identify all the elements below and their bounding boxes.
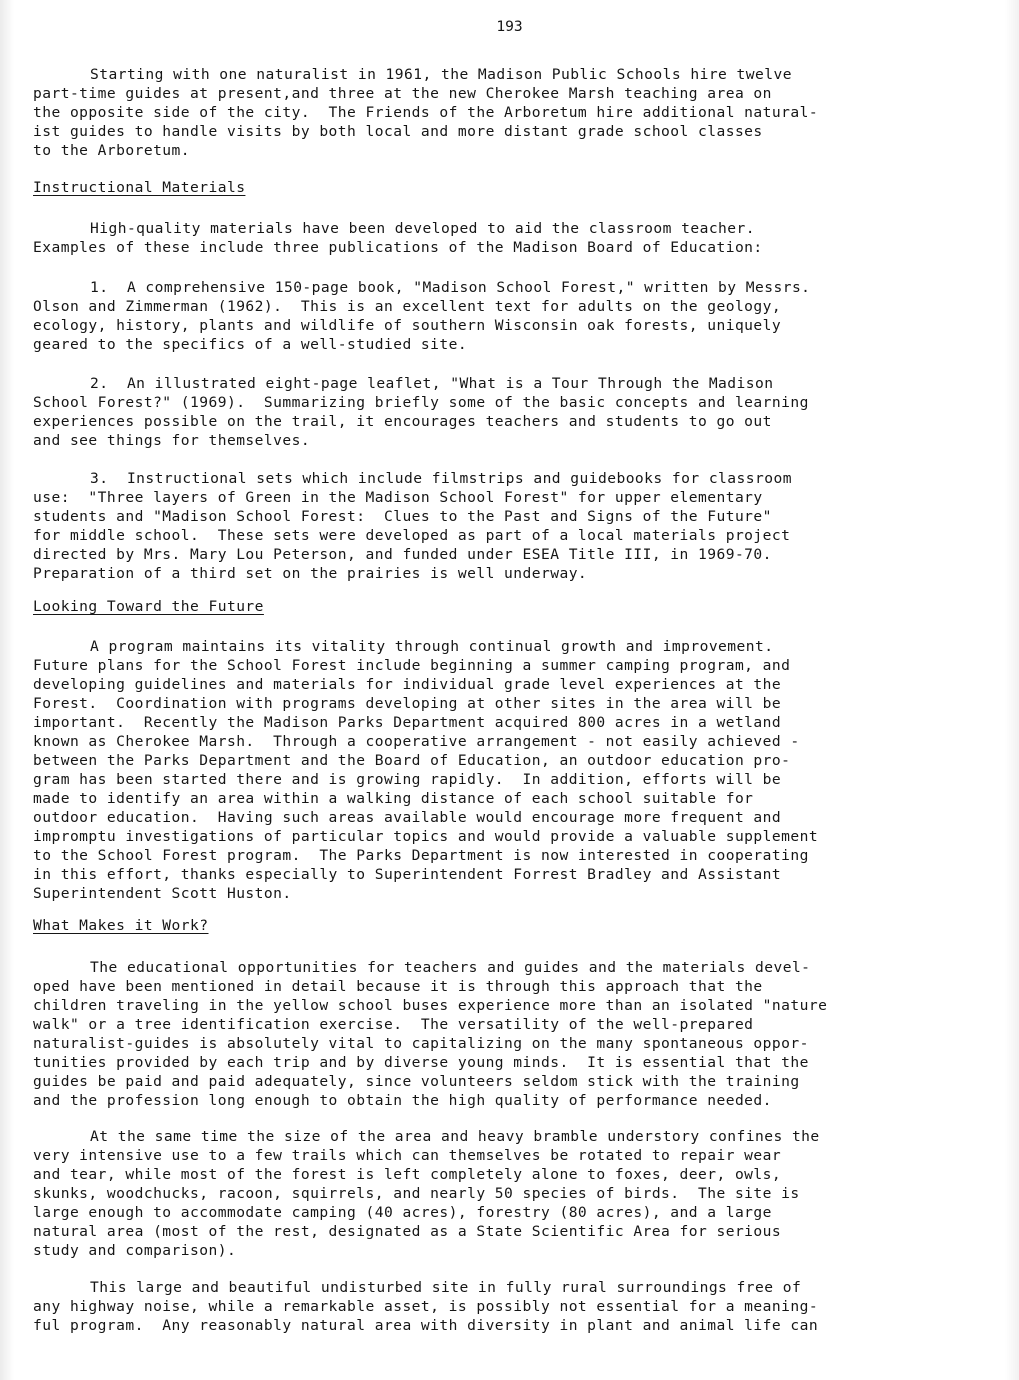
text-line: important. Recently the Madison Parks Department acquired 800 acres in a wetland <box>33 714 782 731</box>
text-line: to the Arboretum. <box>33 142 191 159</box>
list-item-text: Olson and Zimmerman (1962). This is an excellent text for adults on the geology, <box>33 298 782 315</box>
text-line: Superintendent Scott Huston. <box>33 885 292 902</box>
text-line: children traveling in the yellow school buses experience more than an isolated "nature <box>33 997 828 1014</box>
text-line: High-quality materials have been developed to aid the classroom teacher. <box>90 220 756 237</box>
text-line: large enough to accommodate camping (40 acres), forestry (80 acres), and a large <box>33 1204 772 1221</box>
text-line: ist guides to handle visits by both local and more distant grade school classes <box>33 123 763 140</box>
list-item-text: 1. A comprehensive 150-page book, "Madison School Forest," written by Messrs. <box>90 279 811 296</box>
text-line: impromptu investigations of particular topics and would provide a valuable supplement <box>33 828 819 845</box>
list-item-text: for middle school. These sets were developed as part of a local materials project <box>33 527 791 544</box>
list-item-text: Preparation of a third set on the prairies is well underway. <box>33 565 588 582</box>
text-line: to the School Forest program. The Parks Department is now interested in cooperating <box>33 847 809 864</box>
text-line: naturalist-guides is absolutely vital to capitalizing on the many spontaneous oppor- <box>33 1035 809 1052</box>
text-line: ful program. Any reasonably natural area with diversity in plant and animal life can <box>33 1317 819 1334</box>
text-line: gram has been started there and is growing rapidly. In addition, efforts will be <box>33 771 782 788</box>
text-line: and tear, while most of the forest is left completely alone to foxes, deer, owls, <box>33 1166 782 1183</box>
list-item-text: School Forest?" (1969). Summarizing briefly some of the basic concepts and learning <box>33 394 809 411</box>
list-item-text: 3. Instructional sets which include filmstrips and guidebooks for classroom <box>90 470 792 487</box>
text-line: Forest. Coordination with programs developing at other sites in the area will be <box>33 695 782 712</box>
text-line: Examples of these include three publications of the Madison Board of Education: <box>33 239 763 256</box>
text-line: known as Cherokee Marsh. Through a cooperative arrangement - not easily achieved - <box>33 733 800 750</box>
text-line: oped have been mentioned in detail because it is through this approach that the <box>33 978 763 995</box>
section-heading-looking-toward-future: Looking Toward the Future <box>33 598 264 615</box>
text-line: natural area (most of the rest, designated as a State Scientific Area for serious <box>33 1223 782 1240</box>
text-line: the opposite side of the city. The Friends of the Arboretum hire additional natural- <box>33 104 819 121</box>
text-line: Future plans for the School Forest include beginning a summer camping program, and <box>33 657 791 674</box>
text-line: any highway noise, while a remarkable asset, is possibly not essential for a meaning- <box>33 1298 819 1315</box>
section-heading-what-makes-it-work: What Makes it Work? <box>33 917 209 934</box>
text-line: tunities provided by each trip and by diverse young minds. It is essential that the <box>33 1054 809 1071</box>
text-line: part-time guides at present,and three at the new Cherokee Marsh teaching area on <box>33 85 772 102</box>
list-item-text: use: "Three layers of Green in the Madison School Forest" for upper elementary <box>33 489 763 506</box>
text-line: walk" or a tree identification exercise. The versatility of the well-prepared <box>33 1016 754 1033</box>
text-line: study and comparison). <box>33 1242 237 1259</box>
list-item-text: geared to the specifics of a well-studied site. <box>33 336 468 353</box>
list-item-text: and see things for themselves. <box>33 432 311 449</box>
text-line: This large and beautiful undisturbed site in fully rural surroundings free of <box>90 1279 802 1296</box>
list-item-text: students and "Madison School Forest: Clues to the Past and Signs of the Future" <box>33 508 772 525</box>
text-line: Starting with one naturalist in 1961, the Madison Public Schools hire twelve <box>90 66 792 83</box>
text-line: made to identify an area within a walking distance of each school suitable for <box>33 790 754 807</box>
section-heading-instructional-materials: Instructional Materials <box>33 179 246 196</box>
list-item-text: ecology, history, plants and wildlife of southern Wisconsin oak forests, uniquely <box>33 317 782 334</box>
text-line: A program maintains its vitality through continual growth and improvement. <box>90 638 774 655</box>
text-line: skunks, woodchucks, racoon, squirrels, and nearly 50 species of birds. The site is <box>33 1185 800 1202</box>
list-item-text: directed by Mrs. Mary Lou Peterson, and funded under ESEA Title III, in 1969-70. <box>33 546 772 563</box>
text-line: At the same time the size of the area and heavy bramble understory confines the <box>90 1128 820 1145</box>
text-line: The educational opportunities for teachers and guides and the materials devel- <box>90 959 811 976</box>
text-line: outdoor education. Having such areas available would encourage more frequent and <box>33 809 782 826</box>
list-item-text: 2. An illustrated eight-page leaflet, "What is a Tour Through the Madison <box>90 375 774 392</box>
text-line: guides be paid and paid adequately, since volunteers seldom stick with the training <box>33 1073 800 1090</box>
text-line: very intensive use to a few trails which can themselves be rotated to repair wear <box>33 1147 782 1164</box>
text-line: developing guidelines and materials for individual grade level experiences at the <box>33 676 782 693</box>
page-number: 193 <box>496 18 523 35</box>
text-line: in this effort, thanks especially to Superintendent Forrest Bradley and Assistant <box>33 866 782 883</box>
text-line: between the Parks Department and the Board of Education, an outdoor education pro- <box>33 752 791 769</box>
list-item-text: experiences possible on the trail, it encourages teachers and students to go out <box>33 413 772 430</box>
text-line: and the profession long enough to obtain the high quality of performance needed. <box>33 1092 772 1109</box>
